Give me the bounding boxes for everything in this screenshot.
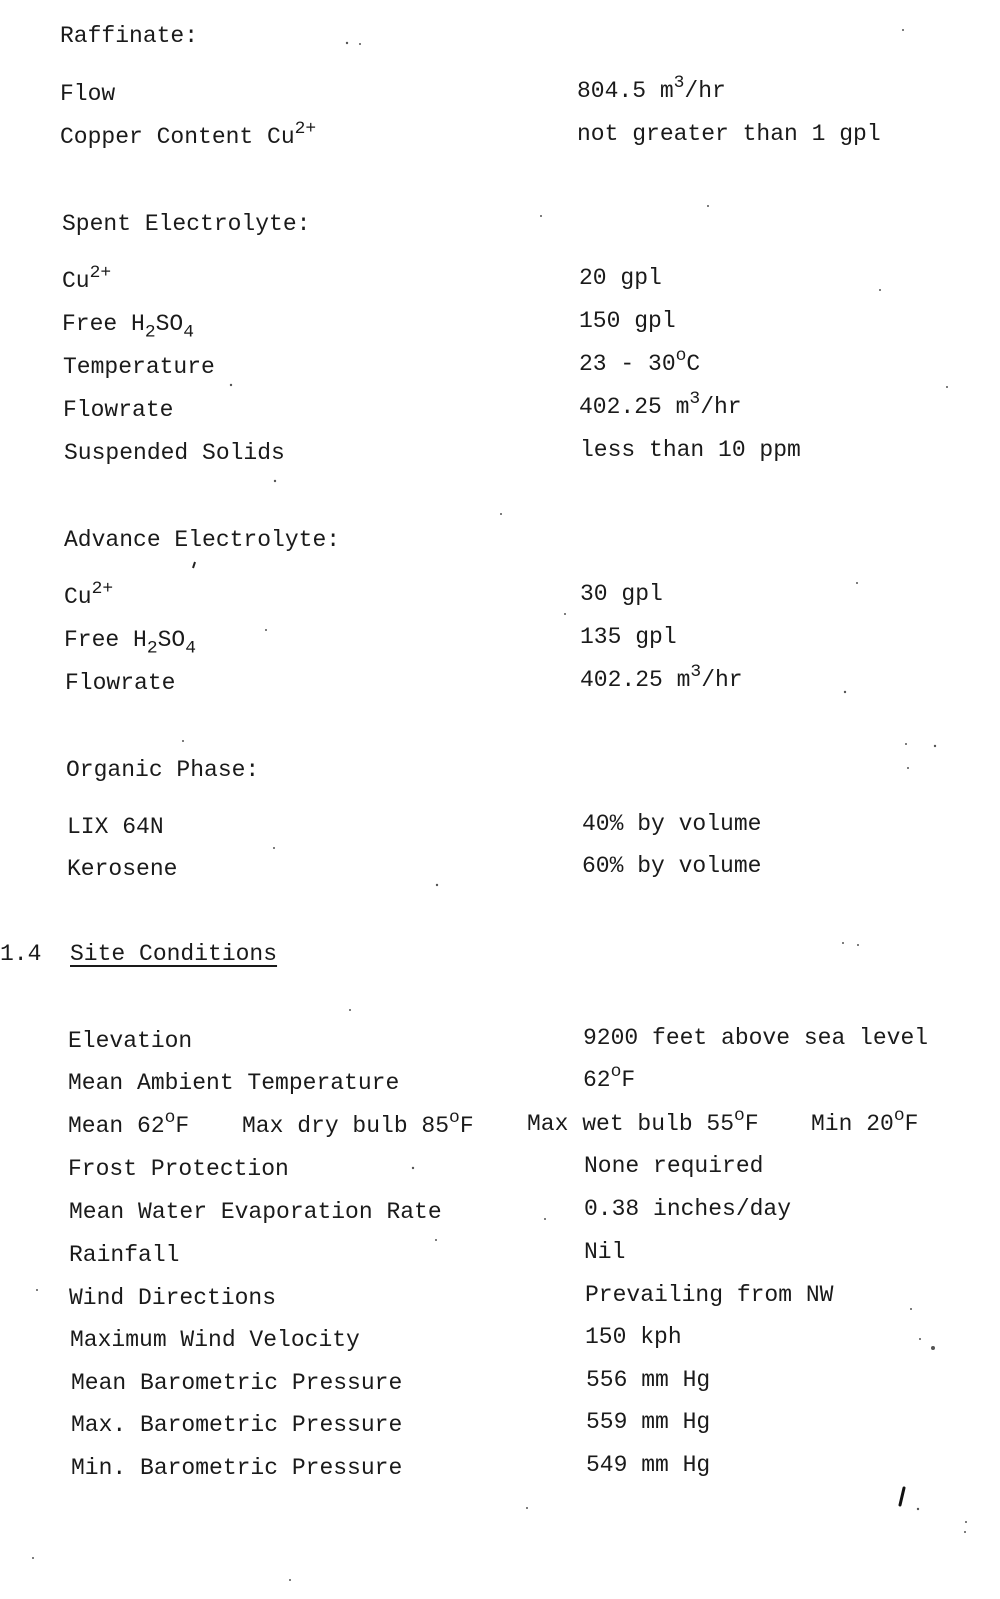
spent-temp-value: 23 - 30$^o$C bbox=[579, 346, 701, 377]
site-frost-label: Frost Protection bbox=[68, 1156, 289, 1182]
advance-flow-label: Flowrate bbox=[65, 670, 176, 696]
site-mean-baro-value: 556 mm Hg bbox=[586, 1367, 711, 1393]
organic-lix-value: 40% by volume bbox=[582, 811, 762, 837]
organic-lix-label: LIX 64N bbox=[67, 814, 164, 840]
advance-cu-label: $Cu^{2+}$ bbox=[64, 579, 114, 610]
organic-kero-label: Kerosene bbox=[67, 856, 178, 882]
advance-acid-value: 135 gpl bbox=[580, 624, 677, 650]
site-elevation-value: 9200 feet above sea level bbox=[583, 1025, 929, 1051]
site-wind-vel-value: 150 kph bbox=[585, 1324, 682, 1350]
site-temp-detail-mean: Mean 62$^o$F bbox=[68, 1108, 190, 1139]
section-number: 1.4 bbox=[0, 941, 42, 967]
spent-flow-label: Flowrate bbox=[63, 397, 174, 423]
site-mean-baro-label: Mean Barometric Pressure bbox=[71, 1370, 403, 1396]
organic-kero-value: 60% by volume bbox=[582, 853, 762, 879]
site-max-baro-label: Max. Barometric Pressure bbox=[71, 1412, 403, 1438]
advance-acid-label: Free $H_2SO_4$ bbox=[64, 627, 196, 659]
spent-solids-value: less than 10 ppm bbox=[580, 437, 801, 463]
spent-flow-value: 402.25 $m^3/hr$ bbox=[579, 389, 742, 420]
site-evap-label: Mean Water Evaporation Rate bbox=[69, 1199, 442, 1225]
site-wind-dir-label: Wind Directions bbox=[69, 1285, 277, 1311]
site-mean-temp-label: Mean Ambient Temperature bbox=[68, 1070, 400, 1096]
site-mean-temp-value: 62$^o$F bbox=[583, 1062, 636, 1093]
section-title: Site Conditions bbox=[70, 941, 278, 967]
raffinate-flow-label: Flow bbox=[60, 81, 116, 107]
raffinate-copper-label: Copper Content $Cu^{2+}$ bbox=[60, 119, 317, 150]
site-min-baro-label: Min. Barometric Pressure bbox=[71, 1455, 403, 1481]
site-evap-value: 0.38 inches/day bbox=[584, 1196, 792, 1222]
site-rain-value: Nil bbox=[584, 1239, 626, 1265]
advance-heading: Advance Electrolyte: bbox=[64, 527, 341, 553]
site-rain-label: Rainfall bbox=[69, 1242, 180, 1268]
raffinate-copper-value: not greater than 1 gpl bbox=[577, 121, 881, 147]
spent-acid-label: Free $H_2SO_4$ bbox=[62, 311, 194, 343]
site-temp-detail-max-wet: Max wet bulb 55$^o$F bbox=[527, 1106, 759, 1137]
spent-acid-value: 150 gpl bbox=[579, 308, 676, 334]
advance-cu-value: 30 gpl bbox=[580, 581, 663, 607]
advance-flow-value: 402.25 $m^3/hr$ bbox=[580, 662, 743, 693]
site-frost-value: None required bbox=[584, 1153, 764, 1179]
site-wind-vel-label: Maximum Wind Velocity bbox=[70, 1327, 360, 1353]
organic-heading: Organic Phase: bbox=[66, 757, 260, 783]
raffinate-flow-value: 804.5 $m^3/hr$ bbox=[577, 73, 726, 104]
spent-solids-label: Suspended Solids bbox=[64, 440, 285, 466]
site-temp-detail-min: Min 20$^o$F bbox=[811, 1106, 919, 1137]
spent-cu-label: $Cu^{2+}$ bbox=[62, 263, 112, 294]
spent-heading: Spent Electrolyte: bbox=[62, 211, 311, 237]
spent-temp-label: Temperature bbox=[63, 354, 215, 380]
site-max-baro-value: 559 mm Hg bbox=[586, 1409, 711, 1435]
site-temp-detail-max-dry: Max dry bulb 85$^o$F bbox=[242, 1108, 474, 1139]
raffinate-heading: Raffinate: bbox=[60, 23, 199, 49]
site-elevation-label: Elevation bbox=[68, 1028, 193, 1054]
site-min-baro-value: 549 mm Hg bbox=[586, 1452, 711, 1478]
spent-cu-value: 20 gpl bbox=[579, 265, 662, 291]
site-wind-dir-value: Prevailing from NW bbox=[585, 1282, 834, 1308]
